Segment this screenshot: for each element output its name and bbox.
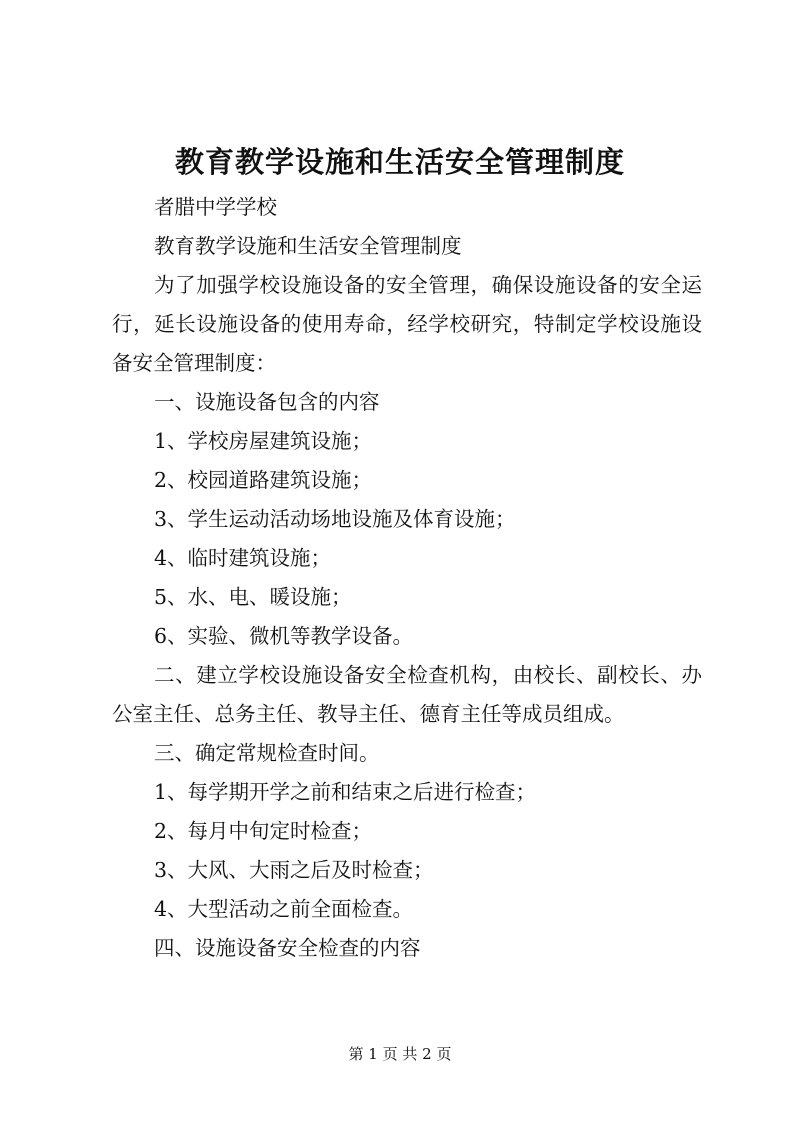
paragraph-intro: 为了加强学校设施设备的安全管理，确保设施设备的安全运行，延长设施设备的使用寿命，经学校研究，特制定学校设施设备安全管理制度： (112, 273, 702, 375)
list-item: 6、实验、微机等教学设备。 (154, 624, 414, 648)
list-item: 1、学校房屋建筑设施； (154, 429, 373, 453)
section-heading-2: 二、建立学校设施设备安全检查机构，由校长、副校长、办公室主任、总务主任、教导主任、德育主任等成员组成。 (112, 663, 702, 726)
document-body (112, 188, 702, 968)
list-item: 3、学生运动活动场地设施及体育设施； (154, 507, 516, 531)
section-heading-3: 三、确定常规检查时间。 (154, 741, 380, 765)
list-item: 4、大型活动之前全面检查。 (154, 897, 414, 921)
paragraph-school-name: 者腊中学学校 (154, 195, 278, 219)
list-item: 1、每学期开学之前和结束之后进行检查； (154, 780, 537, 804)
list-item: 2、校园道路建筑设施； (154, 468, 373, 492)
section-heading-1: 一、设施设备包含的内容 (154, 390, 380, 414)
section-heading-4: 四、设施设备安全检查的内容 (154, 936, 421, 960)
page-footer: 第 1 页 共 2 页 (348, 1045, 452, 1063)
paragraph-subtitle: 教育教学设施和生活安全管理制度 (154, 234, 462, 258)
list-item: 3、大风、大雨之后及时检查； (154, 858, 434, 882)
list-item: 4、临时建筑设施； (154, 546, 332, 570)
list-item: 5、水、电、暖设施； (154, 585, 352, 609)
list-item: 2、每月中旬定时检查； (154, 819, 373, 843)
document-title: 教育教学设施和生活安全管理制度 (174, 145, 625, 179)
